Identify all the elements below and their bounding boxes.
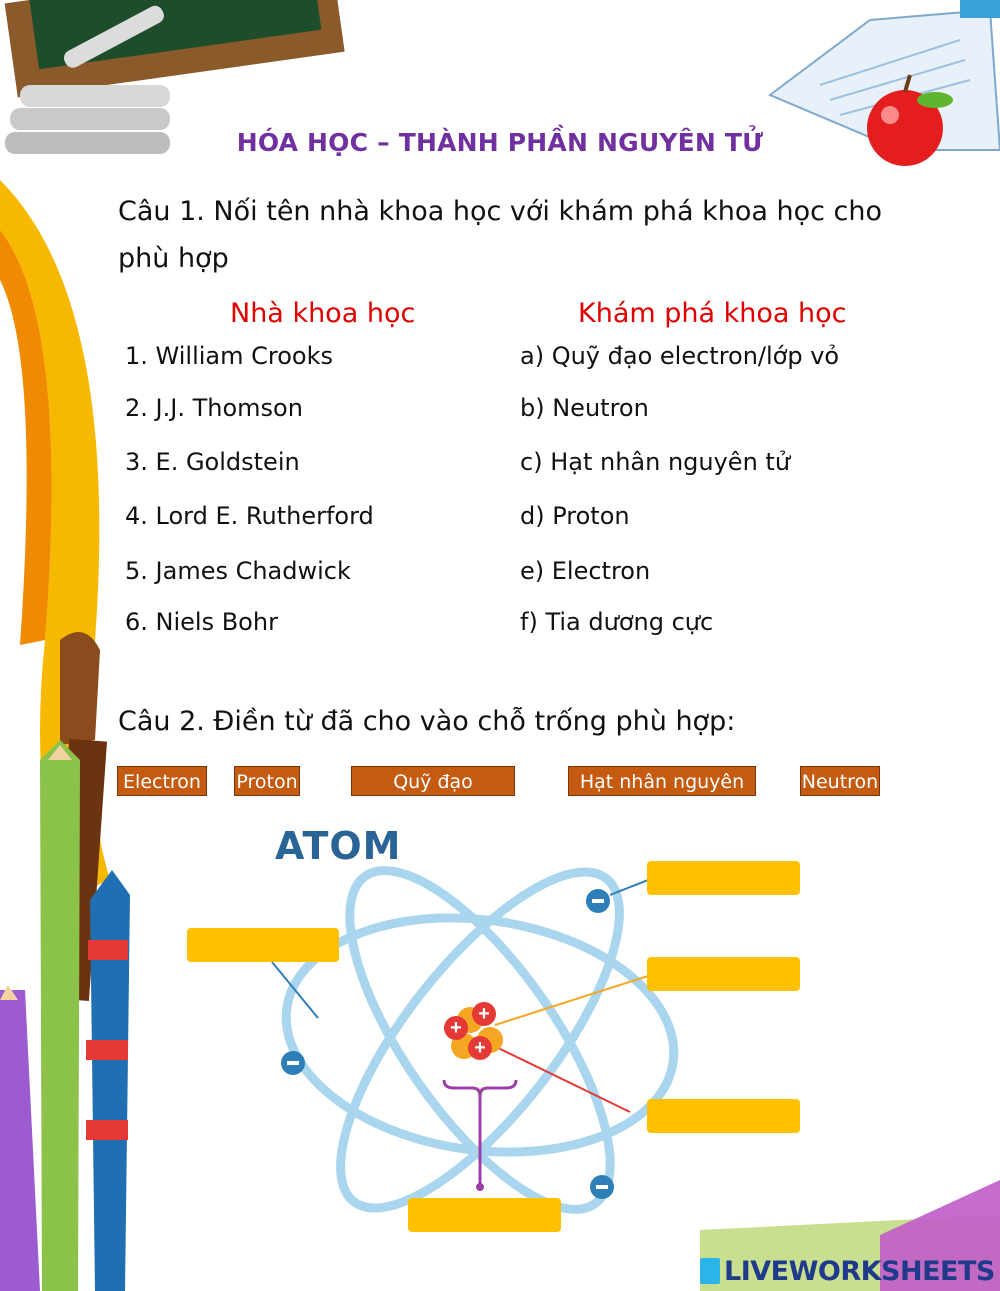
live-badge-icon bbox=[700, 1258, 720, 1284]
drop-box-electron[interactable] bbox=[647, 861, 800, 895]
drop-box-nucleus[interactable] bbox=[408, 1198, 561, 1232]
question-2-prompt: Câu 2. Điền từ đã cho vào chỗ trống phù hợp: bbox=[118, 706, 736, 737]
question-1-prompt: Câu 1. Nối tên nhà khoa học với khám phá khoa học cho phù hợp bbox=[118, 196, 883, 274]
scientist-item[interactable]: 5. James Chadwick bbox=[125, 557, 351, 585]
drop-box-orbit[interactable] bbox=[187, 928, 339, 962]
discovery-column-header: Khám phá khoa học bbox=[578, 298, 847, 329]
plus-icon: + bbox=[450, 1017, 462, 1039]
nucleus-bracket bbox=[444, 1080, 516, 1096]
atom-diagram-title: ATOM bbox=[275, 824, 402, 868]
plus-icon: + bbox=[474, 1037, 486, 1059]
scientist-item[interactable]: 2. J.J. Thomson bbox=[125, 394, 303, 422]
word-bank-electron-orbit[interactable]: Quỹ đạo electron bbox=[351, 766, 515, 796]
drop-box-neutron[interactable] bbox=[647, 957, 800, 991]
discovery-item[interactable]: f) Tia dương cực bbox=[520, 608, 714, 636]
minus-icon bbox=[287, 1061, 299, 1065]
pointer-dot-nucleus bbox=[476, 1183, 484, 1191]
page-title: HÓA HỌC – THÀNH PHẦN NGUYÊN TỬ bbox=[236, 128, 764, 157]
liveworksheets-logo[interactable] bbox=[700, 1256, 995, 1287]
scientist-item[interactable]: 1. William Crooks bbox=[125, 342, 333, 370]
discovery-item[interactable]: c) Hạt nhân nguyên tử bbox=[520, 448, 791, 476]
scientist-item[interactable]: 6. Niels Bohr bbox=[125, 608, 278, 636]
plus-icon: + bbox=[478, 1003, 490, 1025]
nucleus bbox=[444, 1002, 503, 1060]
word-bank-electron[interactable]: Electron bbox=[117, 766, 207, 796]
minus-icon bbox=[592, 899, 604, 903]
minus-icon bbox=[596, 1185, 608, 1189]
discovery-item[interactable]: a) Quỹ đạo electron/lớp vỏ bbox=[520, 342, 840, 370]
brand-label: LIVEWORKSHEETS bbox=[724, 1256, 995, 1287]
word-bank-proton[interactable]: Proton bbox=[234, 766, 300, 796]
drop-box-proton[interactable] bbox=[647, 1099, 800, 1133]
discovery-item[interactable]: d) Proton bbox=[520, 502, 630, 530]
discovery-item[interactable]: e) Electron bbox=[520, 557, 651, 585]
word-bank-atomic-nucleus[interactable]: Hạt nhân nguyên tử bbox=[568, 766, 756, 796]
word-bank-neutron[interactable]: Neutron bbox=[800, 766, 880, 796]
scientist-item[interactable]: 4. Lord E. Rutherford bbox=[125, 502, 374, 530]
pointer-line-neutron bbox=[495, 976, 648, 1025]
discovery-item[interactable]: b) Neutron bbox=[520, 394, 649, 422]
pointer-line-orbit bbox=[272, 962, 318, 1018]
scientist-item[interactable]: 3. E. Goldstein bbox=[125, 448, 300, 476]
scientist-column-header: Nhà khoa học bbox=[230, 298, 416, 329]
